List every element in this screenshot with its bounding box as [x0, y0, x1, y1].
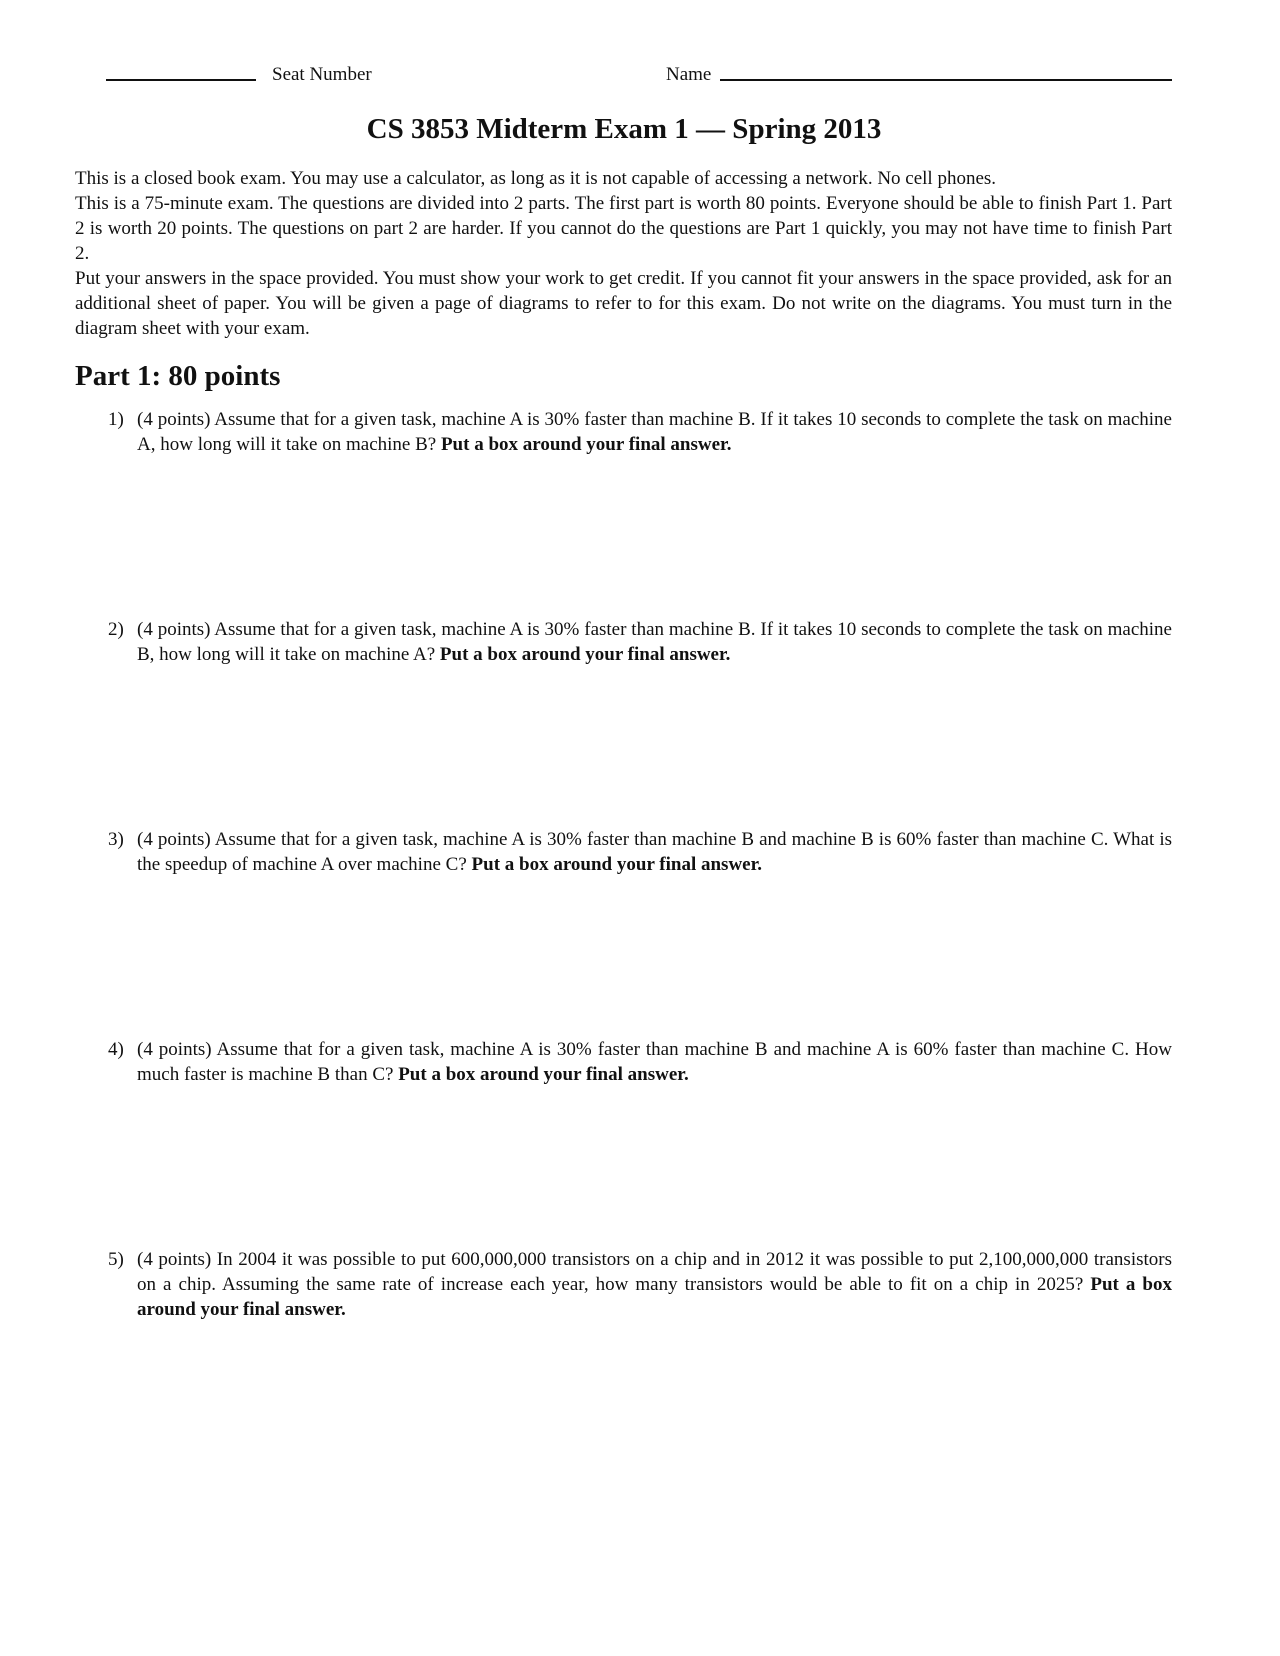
instructions [75, 166, 1172, 341]
question-4 [108, 1037, 1172, 1087]
question-emphasis: Put a box around your final answer. [137, 1274, 1172, 1320]
question-emphasis: Put a box around your final answer. [439, 644, 731, 665]
question-text-block [137, 1037, 1172, 1087]
instruction-paragraph: This is a 75-minute exam. The questions are divided into 2 parts. The first part is worth 80 points. Everyone should be able to finish Part 1. Part 2 is worth 20 points. The questions on part 2 are harder. If you cannot do the questions are Part 1 quickly, you may not have time to finish Part 2. [75, 193, 1172, 264]
question-text: (4 points) Assume that for a given task, machine A is 30% faster than machine B and machine A is 60% faster than machine C. How much faster is machine B than C? [137, 1039, 1172, 1085]
part-1-heading: Part 1: 80 points [75, 360, 281, 392]
question-1 [108, 407, 1172, 457]
name-label: Name [666, 64, 712, 85]
question-text-block [137, 1247, 1172, 1322]
question-text: (4 points) Assume that for a given task, machine A is 30% faster than machine B. If it takes 10 seconds to complete the task on machine A, how long will it take on machine B? [137, 409, 1172, 455]
question-number: 1) [108, 409, 124, 430]
instruction-paragraph: Put your answers in the space provided. You must show your work to get credit. If you cannot fit your answers in the space provided, ask for an additional sheet of paper. You will be given a page of diagrams to refer to for this exam. Do not write on the diagrams. You must turn in the diagram sheet with your exam. [75, 268, 1172, 339]
question-text: (4 points) Assume that for a given task, machine A is 30% faster than machine B and machine B is 60% faster than machine C. What is the speedup of machine A over machine C? [137, 829, 1172, 875]
question-number: 3) [108, 829, 124, 850]
name-blank [720, 79, 1172, 81]
question-3 [108, 827, 1172, 877]
question-text-block [137, 407, 1172, 457]
question-2 [108, 617, 1172, 667]
seat-number-blank [106, 79, 256, 81]
question-emphasis: Put a box around your final answer. [471, 854, 763, 875]
seat-number-label: Seat Number [272, 64, 372, 85]
question-text: (4 points) In 2004 it was possible to put 600,000,000 transistors on a chip and in 2012 it was possible to put 2,100,000,000 transistors on a chip. Assuming the same rate of increase each year, how many transistors would be able to fit on a chip in 2025? [137, 1249, 1172, 1295]
question-number: 5) [108, 1249, 124, 1270]
question-emphasis: Put a box around your final answer. [440, 434, 732, 455]
question-text-block [137, 827, 1172, 877]
question-emphasis: Put a box around your final answer. [398, 1064, 689, 1085]
question-text: (4 points) Assume that for a given task, machine A is 30% faster than machine B. If it takes 10 seconds to complete the task on machine B, how long will it take on machine A? [137, 619, 1172, 665]
question-5 [108, 1247, 1172, 1322]
instruction-paragraph: This is a closed book exam. You may use a calculator, as long as it is not capable of accessing a network. No cell phones. [75, 168, 997, 189]
question-number: 4) [108, 1039, 124, 1060]
question-text-block [137, 617, 1172, 667]
exam-title: CS 3853 Midterm Exam 1 — Spring 2013 [366, 113, 882, 145]
question-number: 2) [108, 619, 124, 640]
